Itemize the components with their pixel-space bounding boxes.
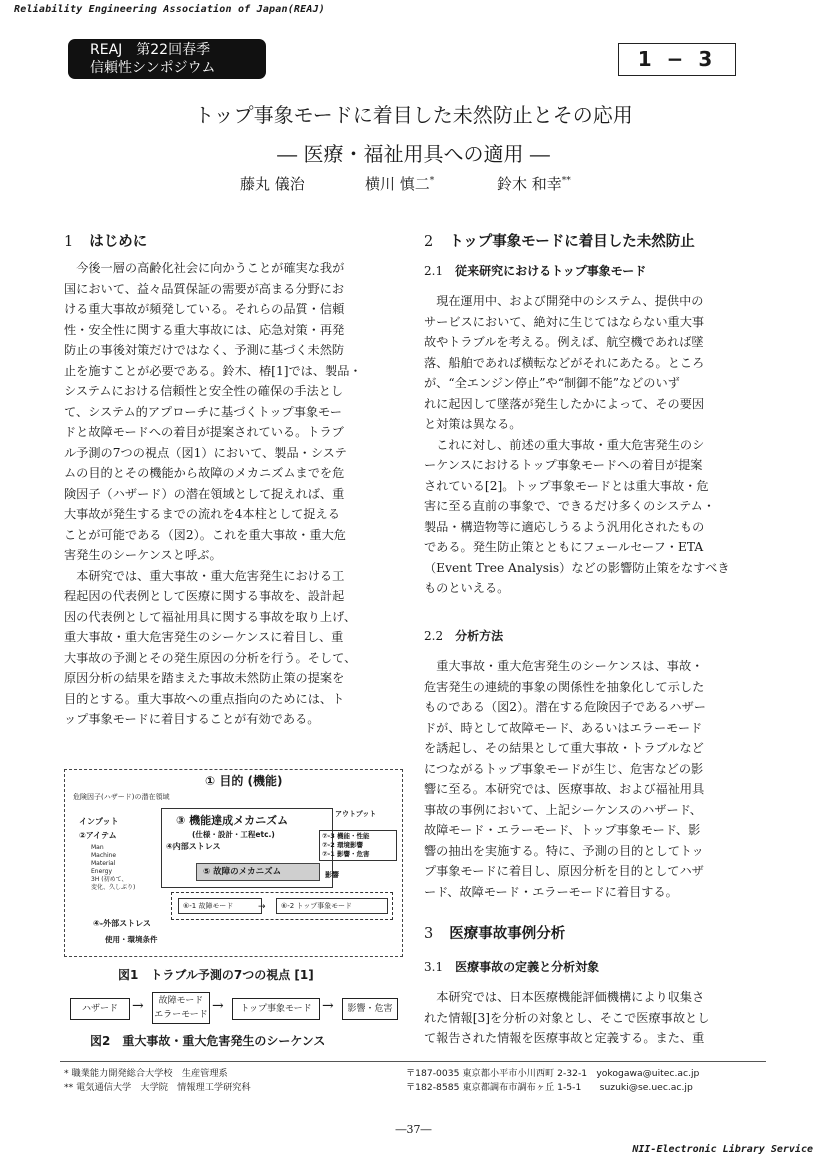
text-line: されている[2]。トップ事象モードとは重大事故・危 <box>424 478 709 493</box>
paper-number: 1 − 3 <box>618 43 736 76</box>
text-line: ける重大事故が頻発している。それらの品質・信頼 <box>64 302 345 316</box>
fig1-failure-mechanism: ⑤ 故障のメカニズム <box>196 863 320 881</box>
symposium-line1: REAJ 第22回春季 <box>90 42 211 58</box>
text-line: 止を施すことが必要である。鈴木、椿[1]では、製品・ <box>64 363 362 378</box>
text-line: 国において、益々品質保証の需要が高まる分野にお <box>64 281 345 296</box>
fig1-mechanism: ③ 機能達成メカニズム <box>176 814 289 827</box>
text-line: これに対し、前述の重大事故・重大危害発生のシ <box>436 437 705 452</box>
fig1-trouble-mode: ⑥-2 トップ事象モード <box>276 898 388 914</box>
text-line: 響に至る。本研究では、医療事故、および福祉用具 <box>424 782 705 796</box>
paper-title: トップ事象モードに着目した未然防止とその応用 <box>194 103 633 127</box>
fig1-failure-mode: ⑥-1 故障モード <box>178 898 262 914</box>
figure-2-caption: 図2 重大事故・重大危害発生のシーケンス <box>90 1034 326 1048</box>
text-line: 険因子（ハザード）の潜在領域として捉えれば、重 <box>64 486 345 501</box>
text-line: Machine <box>91 852 117 859</box>
text-line: れた情報[3]を分析の対象とし、そこで医療事故とし <box>424 1010 710 1025</box>
fig1-mechanism-sub: (仕様・設計・工程etc.) <box>192 830 275 839</box>
text-line: 重大事故・重大危害発生のシーケンスに着目し、重 <box>64 630 344 644</box>
text-line: 性・安全性に関する重大事故には、応急対策・再発 <box>64 322 345 337</box>
text-line: と対策は異なる。 <box>424 417 522 431</box>
text-line: 因の代表例として福祉用具に関する事故を取り上げ、 <box>64 609 357 624</box>
fig2-arrow-2: → <box>212 998 224 1014</box>
figure-2 <box>64 990 403 1026</box>
nii-footer: NII-Electronic Library Service <box>632 1144 813 1155</box>
text-line: ーケンスにおけるトップ事象モードへの着目が提案 <box>424 458 703 472</box>
paper-subtitle: ― 医療・福祉用具への適用 ― <box>277 142 550 166</box>
text-line: が、“全エンジン停止”や“制御不能”などのいず <box>424 376 680 390</box>
text-line: れに起因して墜落が発生したかによって、その要因 <box>424 396 705 411</box>
text-line: 程起因の代表例として医療に関する事故を、設計起 <box>64 589 345 603</box>
text-line: ドと故障モードへの着目が提案されている。トラブ <box>64 425 344 439</box>
text-line: 故障モード・エラーモード、トップ事象モード、影 <box>424 823 701 837</box>
text-line: て、システム的アプローチに基づくトップ事象モー <box>64 404 342 419</box>
text-line: ものといえる。 <box>424 581 510 595</box>
text-line: につながるトップ事象モードが生じ、危害などの影 <box>424 761 704 776</box>
page-number: ―37― <box>395 1123 432 1136</box>
text-line: 大事故の予測とその発生原因の分析を行う。そして、 <box>64 650 357 665</box>
fig1-usage: 使用・環境条件 <box>105 935 158 944</box>
text-line: 事故の事例において、上記シーケンスのハザード、 <box>424 802 702 817</box>
section-2-2-para <box>424 656 767 902</box>
text-line: 重大事故・重大危害発生のシーケンスは、事故・ <box>436 659 704 673</box>
text-line: 危害発生の連続的事象の関係性を抽象化して示した <box>424 679 705 694</box>
text-line: 3H (初めて、 <box>91 876 128 883</box>
text-line: ップ事象モードに着目することが有効である。 <box>64 712 320 726</box>
text-line: 故やトラブルを考える。例えば、航空機であれば墜 <box>424 335 704 349</box>
fig1-item-list <box>91 844 135 892</box>
text-line: ドが、時として故障モード、あるいはエラーモード <box>424 720 703 735</box>
footnote-rule <box>60 1061 766 1062</box>
text-line: 害発生のシーケンスと呼ぶ。 <box>64 548 222 562</box>
footnote-right <box>406 1067 699 1095</box>
text-line: 今後一層の高齢化社会に向かうことが確実な我が <box>76 261 345 275</box>
section-2-1-heading: 2.1 従来研究におけるトップ事象モード <box>424 264 647 278</box>
section-1-para-1 <box>64 258 403 566</box>
section-2-heading: 2 トップ事象モードに着目した未然防止 <box>424 234 695 250</box>
text-line: Material <box>91 860 116 867</box>
fig2-box-hazard: ハザード <box>70 998 130 1020</box>
fig1-item: ②アイテム <box>79 831 117 840</box>
section-2-1-para-1 <box>424 291 767 435</box>
text-line: ル予測の7つの視点（図1）において、製品・システ <box>64 445 347 460</box>
fig1-internal-stress: ④内部ストレス <box>166 842 221 851</box>
fig1-input: インプット <box>79 817 119 826</box>
text-line: 原因分析の結果を踏まえた事故未然防止策の提案を <box>64 671 345 685</box>
text-line: （Event Tree Analysis）などの影響防止策をなすべき <box>424 560 730 575</box>
text-line: 本研究では、日本医療機能評価機構により収集さ <box>436 990 705 1004</box>
fig1-effect: 影響 <box>325 871 339 879</box>
text-line: 大事故が発生するまでの流れを4本柱として捉える <box>64 507 340 521</box>
text-line: ⑦-3 機能・性能 <box>322 832 370 840</box>
text-line: Energy <box>91 868 113 875</box>
text-line: ード、故障モード・エラーモードに着目する。 <box>424 884 678 899</box>
text-line: を誘起し、その結果として重大事故・トラブルなど <box>424 741 704 755</box>
text-line: 変化、久しぶり) <box>91 884 136 891</box>
text-line: 防止の事後対策だけではなく、予測に基づく未然防 <box>64 343 345 357</box>
section-2-1-body <box>424 291 767 599</box>
author-2: 横川 慎二* <box>365 175 435 193</box>
text-line: て報告された情報を医療事故と定義する。また、重 <box>424 1031 705 1045</box>
text-line: ⑦-1 影響・危害 <box>322 850 370 858</box>
fig2-arrow-3: → <box>322 998 334 1014</box>
text-line: プ事象モードに着目し、原因分析を目的としてハザ <box>424 864 704 878</box>
fig2-box-harm: 影響・危害 <box>342 998 398 1020</box>
text-line: 響の抽出を実施する。特に、予測の目的としてトッ <box>424 843 704 858</box>
text-line: 落、船舶であれば横転などがそれにあたる。ところ <box>424 355 705 370</box>
text-line: 本研究では、重大事故・重大危害発生における工 <box>76 568 345 583</box>
footnote-address-1: 〒187-0035 東京都小平市小川西町 2-32-1 yokogawa@uitec.ac.jp <box>406 1068 700 1079</box>
section-3-1-para <box>424 987 767 1049</box>
figure-1-caption: 図1 トラブル予測の7つの視点 [1] <box>118 968 314 982</box>
symposium-line2: 信頼性シンポジウム <box>90 60 216 76</box>
section-2-2-body <box>424 656 767 902</box>
symposium-badge <box>68 39 266 79</box>
fig1-purpose: ① 目的 (機能) <box>205 774 283 788</box>
section-3-heading: 3 医療事故事例分析 <box>424 926 566 942</box>
fig1-mechanism-box <box>161 808 333 888</box>
footnote-address-2: 〒182-8585 東京都調布市調布ヶ丘 1-5-1 suzuki@se.uec.ac.jp <box>406 1082 693 1093</box>
fig1-mode-box <box>171 892 393 920</box>
fig1-output: アウトプット <box>335 810 377 818</box>
text-line: 目的とする。重大事故への重点指向のためには、ト <box>64 691 345 706</box>
section-1-body <box>64 258 403 730</box>
footnote-affiliation-2: ** 電気通信大学 大学院 情報理工学研究科 <box>64 1082 251 1093</box>
author-1: 藤丸 儀治 <box>240 175 305 193</box>
text-line: 製品・構造物等に適応しうるよう汎用化されたもの <box>424 519 705 534</box>
footnote-affiliation-1: * 職業能力開発総合大学校 生産管理系 <box>64 1068 228 1079</box>
text-line: 現在運用中、および開発中のシステム、提供中の <box>436 294 704 308</box>
section-1-para-2 <box>64 566 403 730</box>
text-line: Man <box>91 844 104 851</box>
section-2-2-heading: 2.2 分析方法 <box>424 629 504 643</box>
text-line: ことが可能である（図2）。これを重大事故・重大危 <box>64 527 346 542</box>
running-header: Reliability Engineering Association of Japan(REAJ) <box>14 4 326 15</box>
text-line: ⑦-2 環境影響 <box>322 841 363 849</box>
text-line: サービスにおいて、絶対に生じてはならない重大事 <box>424 314 705 329</box>
section-3-1-body <box>424 987 767 1049</box>
footnote-left <box>64 1067 251 1095</box>
fig2-box-failure-mode: 故障モード エラーモード <box>152 992 210 1024</box>
fig2-arrow-1: → <box>132 998 144 1014</box>
text-line: である。発生防止策とともにフェールセーフ・ETA <box>424 540 704 554</box>
text-line: 害に至る直前の事象で、できるだけ多くのシステム・ <box>424 499 716 513</box>
author-3: 鈴木 和幸** <box>497 175 571 193</box>
section-3-1-heading: 3.1 医療事故の定義と分析対象 <box>424 960 600 974</box>
fig1-mode-arrow: → <box>258 902 266 912</box>
figure-1 <box>64 769 403 957</box>
text-line: システムにおける信頼性と安全性の確保の手法とし <box>64 384 344 398</box>
section-2-1-para-2 <box>424 435 767 599</box>
fig1-outputs <box>319 830 397 861</box>
section-1-heading: 1 はじめに <box>64 234 148 250</box>
fig1-hazard-area: 危険因子(ハザード)の潜在領域 <box>73 793 170 801</box>
text-line: ものである（図2）。潜在する危険因子であるハザー <box>424 700 706 714</box>
text-line: ムの目的とその機能から故障のメカニズムまでを危 <box>64 466 345 480</box>
fig1-external-stress: ④-外部ストレス <box>93 919 151 928</box>
fig2-box-top-event: トップ事象モード <box>232 998 320 1020</box>
